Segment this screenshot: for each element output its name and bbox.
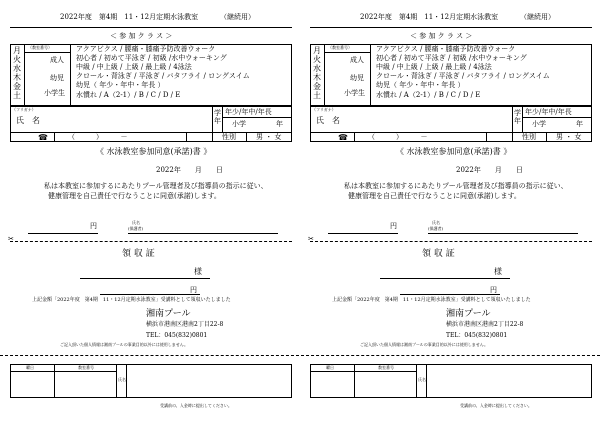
consent-title: 《 水泳教室参加同意(承諾)書 》 [396,147,512,156]
grade-suffix: 年 [576,120,583,128]
yen-label: 円 [390,222,397,230]
receipt-yen: 円 [490,286,497,294]
stub-header-class-code: 教室番号 [78,365,94,370]
school-label: 小学 [532,120,546,128]
consent-text: 私は本教室に参加するにあたりプール管理者及び指導員の指示に従い、 [344,182,568,190]
gender-options[interactable]: 男 ・ 女 [256,133,282,141]
receipt-note: 上記金額「2022年度 第4期 11・12月定期水泳教室」受講料として領収いたしました [332,297,531,303]
stub-header-day: 曜日 [326,365,334,370]
class-code-label: （教室番号） [328,45,352,50]
class-option[interactable]: アクアビクス / 腰痛・膝痛予防改善ウォーク [76,45,216,53]
date-line[interactable]: 2022年 月 日 [156,166,223,174]
privacy-footnote: ご記入頂いた個人情報は湘南プールの事業目的以外には使用しません。 [360,342,489,347]
class-option[interactable]: 中級 / 中上級 / 上級 / 最上級 / 4泳法 [76,63,192,71]
guardian-label: (保護者) [428,226,444,231]
stub-name-label: 氏名 [418,377,426,382]
stub-table [10,364,292,398]
furigana-label: （フリガナ） [312,107,336,112]
grade-label: 学年 [514,109,521,125]
grade-suffix: 年 [276,120,283,128]
group-label-preschool: 幼児 [50,74,64,82]
receipt-sama: 様 [494,267,502,276]
grade-options[interactable]: 年少/年中/年長 [225,108,272,116]
form-tag: （継続用） [520,13,555,21]
scissors-icon: ✂ [8,235,14,243]
stub-note: 受講前の、入金時に提出してください。 [460,403,532,408]
pool-name: 湘南プール [146,309,191,319]
stub-header-day: 曜日 [26,365,34,370]
yen-label: 円 [90,222,97,230]
application-form-left [10,0,292,424]
class-code-label: （教室番号） [28,45,52,50]
class-option[interactable]: クロール・背泳ぎ / 平泳ぎ / バタフライ / ロングスイム [376,72,550,80]
consent-text: 健康管理を自己責任で行なうことに同意(承諾)します。 [48,192,221,200]
receipt-note: 上記金額「2022年度 第4期 11・12月定期水泳教室」受講料として領収いたしました [32,297,231,303]
stub-name-label: 氏名 [118,377,126,382]
furigana-label: （フリガナ） [12,107,36,112]
guardian-label: (保護者) [128,226,144,231]
class-option[interactable]: 初心者 / 初めて平泳ぎ / 初級 /水中ウォーキング [376,54,527,62]
receipt-title: 領 収 証 [122,249,155,259]
class-section-title: ＜ 参 加 ク ラ ス ＞ [110,32,173,40]
consent-title: 《 水泳教室参加同意(承諾)書 》 [96,147,212,156]
stub-header-class-code: 教室番号 [378,365,394,370]
guardian-label: 氏名 [432,220,440,225]
phone-field[interactable]: （ ） － [68,133,128,141]
class-option[interactable]: 幼児（ 年少・年中・年長 ） [76,81,165,89]
stub-table [310,364,592,398]
name-label: 氏 名 [316,116,340,125]
group-label-adult: 成人 [50,56,64,64]
receipt-yen: 円 [190,286,197,294]
guardian-label: 氏名 [132,220,140,225]
pool-phone: TEL：045(832)0801 [146,332,208,339]
consent-text: 健康管理を自己責任で行なうことに同意(承諾)します。 [348,192,521,200]
class-option[interactable]: 幼児（ 年少・年中・年長 ） [376,81,465,89]
grade-options[interactable]: 年少/年中/年長 [525,108,572,116]
pool-address: 横浜市港南区港南2丁目22-8 [146,321,224,328]
form-title: 2022年度 第4期 11・12月定期水泳教室 [360,13,499,21]
pool-address: 横浜市港南区港南2丁目22-8 [446,321,524,328]
grade-label: 学年 [214,109,221,125]
stub-note: 受講前の、入金時に提出してください。 [160,403,232,408]
pool-name: 湘南プール [446,309,491,319]
group-label-elementary: 小学生 [344,89,365,97]
name-label: 氏 名 [16,116,40,125]
class-option[interactable]: 中級 / 中上級 / 上級 / 最上級 / 4泳法 [376,63,492,71]
form-title: 2022年度 第4期 11・12月定期水泳教室 [60,13,199,21]
form-tag: （継続用） [220,13,255,21]
receipt-title: 領 収 証 [422,249,455,259]
cut-line [0,355,600,356]
class-option[interactable]: 水慣れ / A（2-1）/ B / C / D / E [376,91,481,99]
phone-icon: ☎ [38,133,48,142]
phone-icon: ☎ [338,133,348,142]
date-line[interactable]: 2022年 月 日 [456,166,523,174]
group-label-elementary: 小学生 [44,89,65,97]
gender-options[interactable]: 男 ・ 女 [556,133,582,141]
class-option[interactable]: 初心者 / 初めて平泳ぎ / 初級 /水中ウォーキング [76,54,227,62]
receipt-sama: 様 [194,267,202,276]
group-label-adult: 成人 [350,56,364,64]
group-label-preschool: 幼児 [350,74,364,82]
privacy-footnote: ご記入頂いた個人情報は湘南プールの事業目的以外には使用しません。 [60,342,189,347]
consent-text: 私は本教室に参加するにあたりプール管理者及び指導員の指示に従い、 [44,182,268,190]
pool-phone: TEL：045(832)0801 [446,332,508,339]
class-option[interactable]: クロール・背泳ぎ / 平泳ぎ / バタフライ / ロングスイム [76,72,250,80]
weekday-column: 月 火 水 木 金 土 [13,46,21,100]
scissors-icon: ✂ [308,235,314,243]
class-option[interactable]: 水慣れ / A（2-1）/ B / C / D / E [76,91,181,99]
class-section-title: ＜ 参 加 ク ラ ス ＞ [410,32,473,40]
phone-field[interactable]: （ ） － [368,133,428,141]
class-option[interactable]: アクアビクス / 腰痛・膝痛予防改善ウォーク [376,45,516,53]
gender-label: 性別 [222,133,236,141]
gender-label: 性別 [522,133,536,141]
school-label: 小学 [232,120,246,128]
application-form-right [310,0,592,424]
weekday-column: 月 火 水 木 金 土 [313,46,321,100]
